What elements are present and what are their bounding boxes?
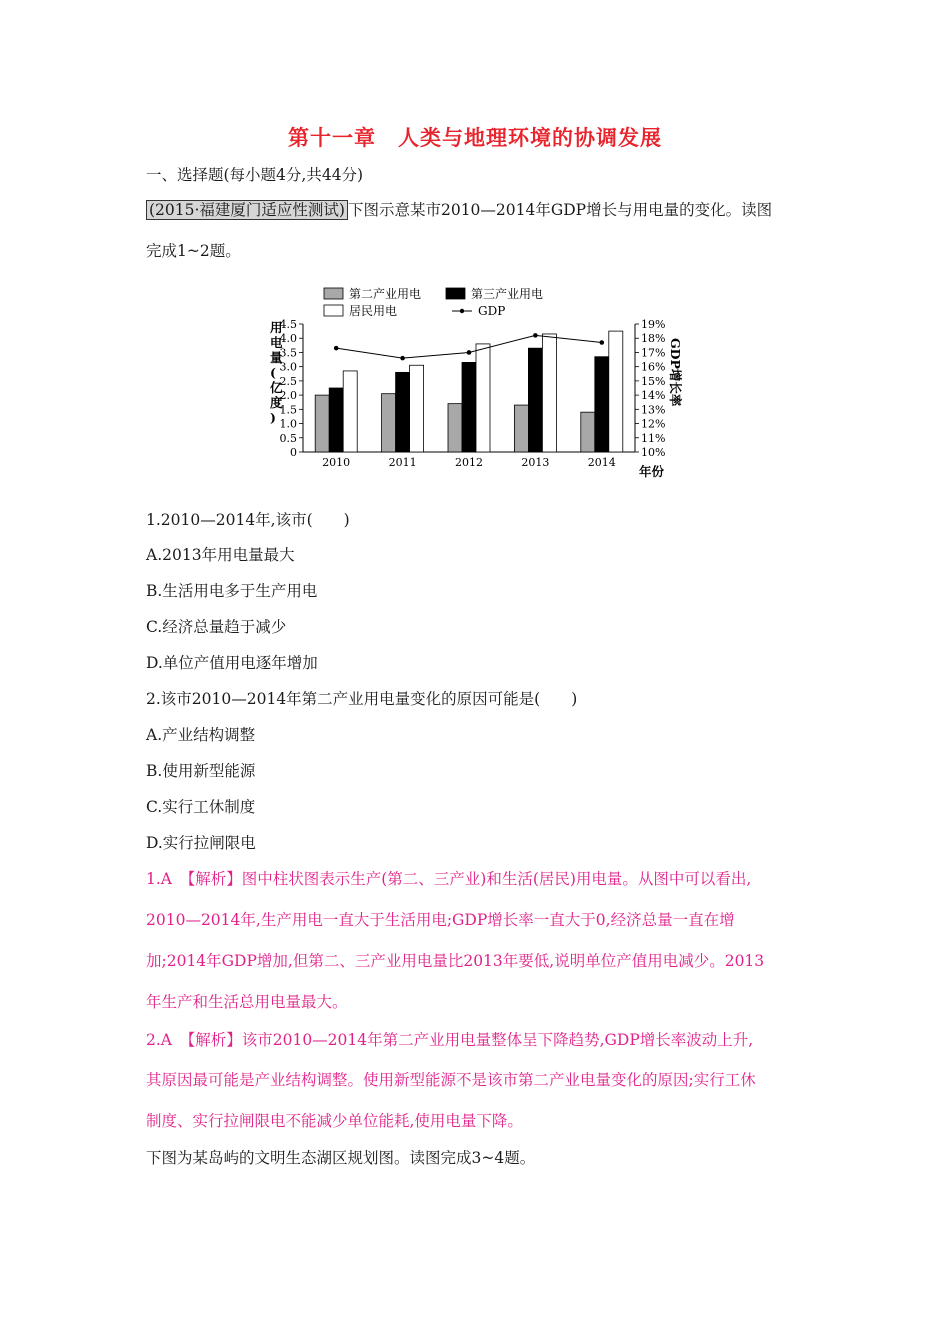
y2-tick-label: 10% <box>641 446 666 459</box>
y-tick-label: 4.0 <box>279 332 297 346</box>
answer1-line-3: 加;2014年GDP增加,但第二、三产业用电量比2013年要低,说明单位产值用电减少。2013 <box>146 952 765 970</box>
legend-label-2: 第三产业用电 <box>471 287 544 301</box>
gdp-point-2013 <box>533 333 538 338</box>
y-tick-label: 0 <box>290 446 297 459</box>
legend-swatch-2 <box>446 288 465 299</box>
y2-tick-label: 15% <box>641 374 666 388</box>
q1-stem: 1.2010—2014年,该市( ) <box>146 511 350 529</box>
x-tick-label: 2014 <box>587 456 616 469</box>
y-tick-label: 2.0 <box>279 389 297 403</box>
y2-axis-label: GDP增长率 <box>668 338 683 407</box>
y2-tick-label: 14% <box>641 389 666 403</box>
q1-option-b: B.生活用电多于生产用电 <box>146 582 318 600</box>
q2-stem: 2.该市2010—2014年第二产业用电量变化的原因可能是( ) <box>146 690 578 708</box>
x-tick-label: 2010 <box>322 456 351 469</box>
q2-option-c: C.实行工休制度 <box>146 798 256 816</box>
answer2-line-2: 其原因最可能是产业结构调整。使用新型能源不是该市第二产业电量变化的原因;实行工休 <box>146 1071 756 1089</box>
q1-option-c: C.经济总量趋于减少 <box>146 618 287 636</box>
intro-text-1: 下图示意某市2010—2014年GDP增长与用电量的变化。读图 <box>347 201 773 219</box>
y-tick-label: 3.5 <box>279 346 297 360</box>
q1-option-d: D.单位产值用电逐年增加 <box>146 654 318 672</box>
y2-tick-label: 17% <box>641 346 666 360</box>
q1-option-a: A.2013年用电量最大 <box>146 546 295 564</box>
answer2-line-3: 制度、实行拉闸限电不能减少单位能耗,使用电量下降。 <box>146 1112 523 1130</box>
intro-line-1 <box>146 200 772 220</box>
bar-2010-1 <box>315 395 329 452</box>
answer1-line-1: 1.A 【解析】图中柱状图表示生产(第二、三产业)和生活(居民)用电量。从图中可以看出, <box>146 870 752 888</box>
y2-tick-label: 16% <box>641 360 666 374</box>
y2-tick-label: 13% <box>641 403 666 417</box>
legend-gdp-marker <box>460 309 464 313</box>
x-tick-label: 2013 <box>521 456 550 469</box>
bar-2011-1 <box>382 394 396 452</box>
answer1-line-2: 2010—2014年,生产用电一直大于生活用电;GDP增长率一直大于0,经济总量一直在增 <box>146 911 735 929</box>
bar-2012-3 <box>476 344 490 452</box>
bar-2014-3 <box>609 331 623 452</box>
legend-swatch-3 <box>324 305 343 316</box>
gdp-point-2011 <box>400 356 405 361</box>
y-tick-label: 0.5 <box>279 431 297 445</box>
intro-line-2: 完成1~2题。 <box>146 242 241 260</box>
bar-2014-2 <box>595 357 609 452</box>
bar-2011-2 <box>396 372 410 452</box>
next-intro: 下图为某岛屿的文明生态湖区规划图。读图完成3~4题。 <box>146 1149 536 1167</box>
chart-bars <box>315 331 623 452</box>
electricity-gdp-chart <box>256 280 683 485</box>
section-heading: 一、选择题(每小题4分,共44分) <box>146 166 364 184</box>
gdp-line <box>334 333 604 360</box>
x-tick-label: 2011 <box>388 456 417 469</box>
y2-tick-label: 11% <box>641 431 666 445</box>
legend-label-1: 第二产业用电 <box>349 287 422 301</box>
x-axis-label: 年份 <box>639 464 665 479</box>
gdp-point-2010 <box>334 346 339 351</box>
bar-2010-2 <box>329 388 343 452</box>
y-tick-label: 1.0 <box>279 417 297 431</box>
gdp-point-2012 <box>467 350 472 355</box>
bar-2010-3 <box>343 371 357 452</box>
y-tick-label: 2.5 <box>279 374 297 388</box>
y-axis-label: 用电量(亿度) <box>270 320 283 425</box>
y2-tick-label: 12% <box>641 417 666 431</box>
source-tag: (2015·福建厦门适应性测试) <box>146 200 348 220</box>
legend-swatch-1 <box>324 288 343 299</box>
q2-option-d: D.实行拉闸限电 <box>146 834 256 852</box>
q2-option-b: B.使用新型能源 <box>146 762 256 780</box>
bar-2012-2 <box>462 362 476 452</box>
chapter-title: 第十一章 人类与地理环境的协调发展 <box>288 125 662 150</box>
bar-2011-3 <box>410 365 424 452</box>
bar-2012-1 <box>448 404 462 452</box>
y2-tick-label: 18% <box>641 332 666 346</box>
legend-gdp-label: GDP <box>478 304 506 318</box>
chart-legend <box>324 286 543 318</box>
y2-tick-label: 19% <box>641 318 666 331</box>
answer1-line-4: 年生产和生活总用电量最大。 <box>146 993 348 1011</box>
bar-2013-1 <box>514 405 528 452</box>
y-tick-label: 1.5 <box>279 403 297 417</box>
bar-2014-1 <box>581 412 595 452</box>
gdp-point-2014 <box>600 340 605 345</box>
y-tick-label: 4.5 <box>279 318 297 331</box>
answer2-line-1: 2.A 【解析】该市2010—2014年第二产业用电量整体呈下降趋势,GDP增长率波动上升, <box>146 1031 754 1049</box>
q2-option-a: A.产业结构调整 <box>146 726 256 744</box>
y-tick-label: 3.0 <box>279 360 297 374</box>
bar-2013-3 <box>542 334 556 452</box>
legend-label-3: 居民用电 <box>349 304 398 318</box>
x-tick-label: 2012 <box>455 456 483 469</box>
bar-2013-2 <box>528 348 542 452</box>
